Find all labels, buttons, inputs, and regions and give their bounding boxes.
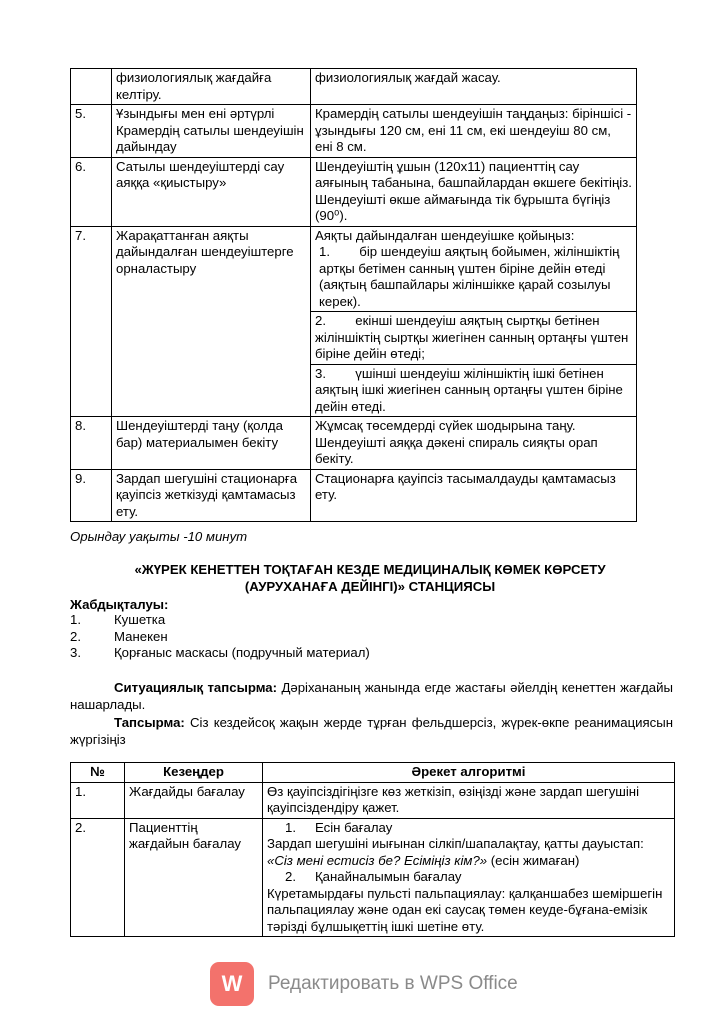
col-header-stages: Кезеңдер <box>125 763 263 783</box>
table-row <box>71 157 637 226</box>
algorithm-table <box>70 762 675 937</box>
substep-heading: 1. Есін бағалау <box>285 819 393 835</box>
row-number <box>71 69 112 105</box>
row-number: 5. <box>71 105 112 158</box>
row-number: 7. <box>71 226 112 417</box>
row-number: 2. <box>71 818 125 937</box>
table-row <box>71 818 675 937</box>
action-substep: 1. бір шендеуіш аяқтың бойымен, жіліншіктің артқы бетімен санның үштен біріне дейін өтеді (аяқтың башпайлары жіліншікке қарай созылуы керек). <box>319 244 624 309</box>
action-intro: Аяқты дайындалған шендеуішке қойыңыз: <box>315 227 575 243</box>
row-step: Ұзындығы мен ені әртүрлі Крамердің сатылы шендеуішін дайындау <box>112 105 311 158</box>
row-action: Стационарға қауіпсіз тасымалдауды қамтамасыз ету. <box>311 469 637 522</box>
row-number: 9. <box>71 469 112 522</box>
row-action: Крамердің сатылы шендеуішін таңдаңыз: біріншісі - ұзындығы 120 см, ені 11 см, екі шендеуіш 80 см, ені 8 см. <box>311 105 637 158</box>
table-row <box>71 417 637 470</box>
equipment-heading: Жабдықталуы: <box>70 597 169 612</box>
wps-edit-banner[interactable] <box>210 962 540 1006</box>
time-note: Орындау уақыты -10 минут <box>70 529 248 544</box>
equipment-list <box>70 612 370 662</box>
table-row <box>71 69 637 105</box>
row-step: Шендеуіштерді таңу (қолда бар) материалымен бекіту <box>112 417 311 470</box>
substep-text: Күретамырдағы пульсті пальпациялау: қалқаншабез шеміршегін пальпациялау және одан екі саусақ төмен кеуде-бұғана-емізік тәрізді бұлшықеттің ішкі шетіне өту. <box>267 885 663 934</box>
substep-heading: 2. Қанайналымын бағалау <box>285 869 462 884</box>
wps-logo-icon: W <box>210 962 254 1006</box>
col-header-algorithm: Әрекет алгоритмі <box>263 763 675 783</box>
row-step: Жарақаттанған аяқты дайындалған шендеуіштерге орналастыру <box>112 226 311 417</box>
col-header-number: № <box>71 763 125 783</box>
row-action: физиологиялық жағдай жасау. <box>311 69 637 105</box>
row-step: Жағдайды бағалау <box>125 782 263 818</box>
row-step: Зардап шегушіні стационарға қауіпсіз жеткізуді қамтамасыз ету. <box>112 469 311 522</box>
row-number: 6. <box>71 157 112 226</box>
list-item: 2. Манекен <box>70 628 168 644</box>
procedure-table <box>70 68 637 522</box>
list-item: 1. Кушетка <box>70 612 166 627</box>
table-row <box>71 469 637 522</box>
station-title-line2: (АУРУХАНАҒА ДЕЙІНГІ)» СТАНЦИЯСЫ <box>244 579 496 594</box>
row-number: 8. <box>71 417 112 470</box>
list-item: 3. Қорғаныс маскасы (подручный материал) <box>70 645 370 660</box>
action-substep: 3. үшінші шендеуіш жіліншіктің ішкі бетінен аяқтың ішкі жиегінен санның ортаңғы үштен біріне дейін өтеді. <box>311 364 637 417</box>
row-action: Шендеуіштің ұшын (120х11) пациенттің сау аяғының табанына, башпайлардан өкшеге бекітіңіз. Шендеуішті өкше аймағында тік бұрышта бүгіңіз (90⁰). <box>311 157 637 226</box>
row-action: Өз қауіпсіздігіңізге көз жеткізіп, өзіңізді және зардап шегушіні қауіпсіздендіру қажет. <box>263 782 675 818</box>
table-header-row <box>71 763 675 783</box>
row-action <box>263 818 675 937</box>
station-title-line1: «ЖҮРЕК КЕНЕТТЕН ТОҚТАҒАН КЕЗДЕ МЕДИЦИНАЛЫҚ КӨМЕК КӨРСЕТУ <box>134 562 606 577</box>
task-paragraph: Тапсырма: Сіз кездейсоқ жақын жерде тұрған фельдшерсіз, жүрек-өкпе реанимациясын жүргізіңіз <box>70 715 673 747</box>
row-step: Пациенттің жағдайын бағалау <box>125 818 263 937</box>
substep-text: Зардап шегушіні иығынан сілкіп/шапалақтау, қатты дауыстап: «Сіз мені естисіз бе? Есіміңіз кім?» (есін жимаған) <box>267 836 644 868</box>
row-number: 1. <box>71 782 125 818</box>
action-substep: 2. екінші шендеуіш аяқтың сыртқы бетінен жіліншіктің сыртқы жиегінен санның ортаңғы үштен біріне дейін өтеді; <box>311 312 637 365</box>
row-action <box>311 226 637 312</box>
table-row <box>71 782 675 818</box>
row-step: физиологиялық жағдайға келтіру. <box>112 69 311 105</box>
table-row <box>71 226 637 312</box>
row-action: Жұмсақ төсемдерді сүйек шодырына таңу. Шендеуішті аяққа дәкені спираль сияқты орап бекіту. <box>311 417 637 470</box>
row-step: Сатылы шендеуіштерді сау аяққа «қиыстыру» <box>112 157 311 226</box>
table-row <box>71 105 637 158</box>
wps-edit-label[interactable]: Редактировать в WPS Office <box>268 972 518 994</box>
situation-paragraph: Ситуациялық тапсырма: Дәріхананың жанында егде жастағы әйелдің кенеттен жағдайы нашарлады. <box>70 680 673 712</box>
